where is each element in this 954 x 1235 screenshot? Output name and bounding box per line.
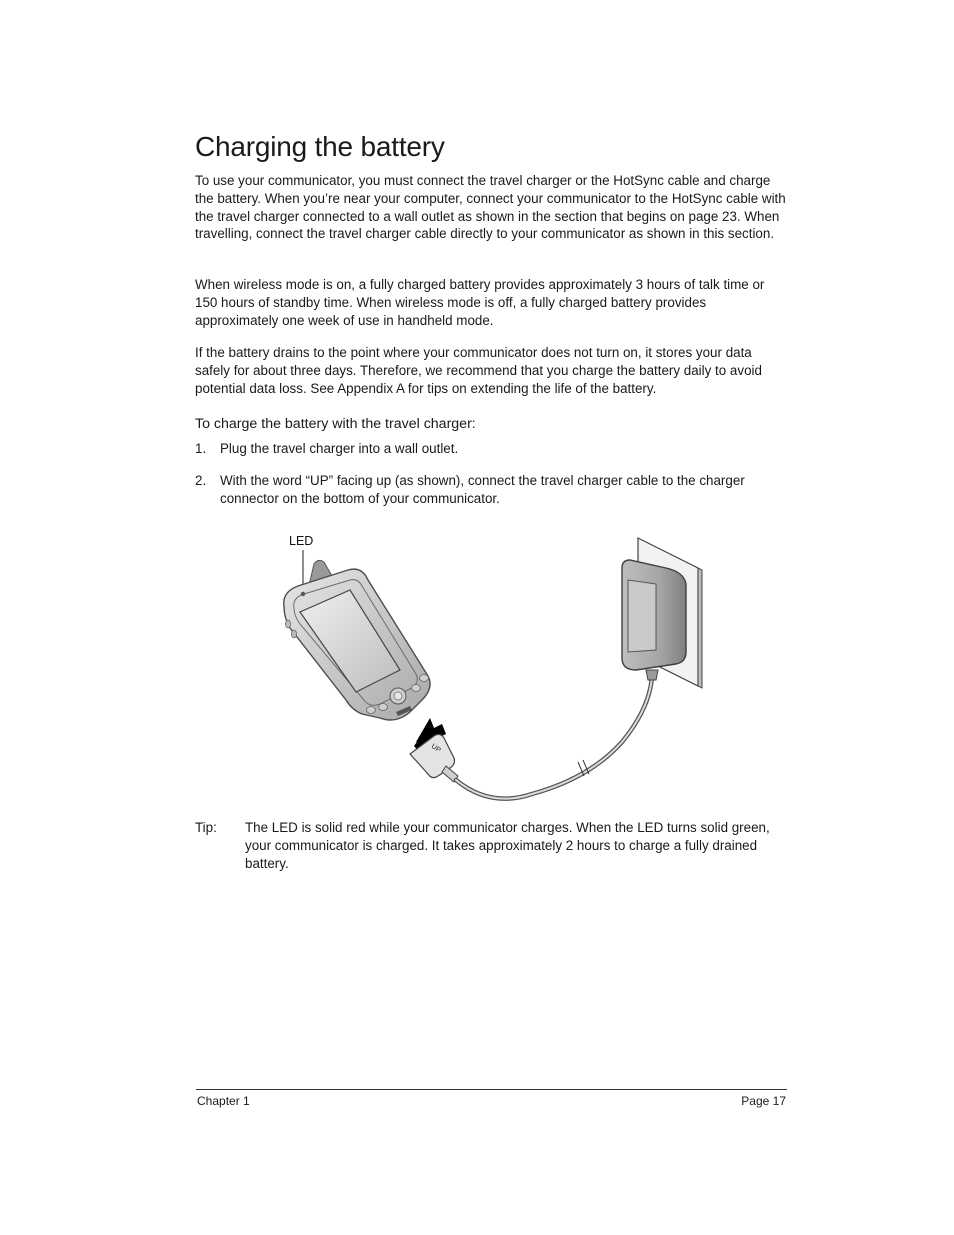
- charger-cable: [456, 676, 652, 799]
- charger-cable-boot: [646, 670, 658, 680]
- travel-charger: [622, 560, 686, 680]
- intro-paragraph: To use your communicator, you must connect the travel charger or the HotSync cable and charge the battery. When you’re near your computer, connect your communicator to the HotSync cable with the travel charger connected to a wall outlet as shown in the section that begins on page 23. When travelling, connect the travel charger cable directly to your communicator as shown in this section.: [195, 173, 786, 242]
- procedure-step: [195, 472, 787, 512]
- communicator-device: [284, 560, 430, 720]
- app-button: [367, 707, 376, 714]
- app-button: [412, 685, 421, 692]
- side-button: [292, 630, 297, 638]
- procedure-heading: To charge the battery with the travel charger:: [195, 416, 476, 432]
- led-label: LED: [289, 534, 314, 548]
- up-label: UP: [429, 743, 442, 755]
- step-text: With the word “UP” facing up (as shown), connect the travel charger cable to the charger connector on the bottom of your communicator.: [220, 473, 745, 506]
- step-number: 1.: [195, 441, 207, 456]
- footer-chapter: Chapter 1: [197, 1094, 250, 1108]
- led-indicator: [301, 592, 305, 596]
- battery-life-paragraph: When wireless mode is on, a fully charged battery provides approximately 3 hours of talk time or 150 hours of standby time. When wireless mode is off, a fully charged battery provides approximately one week of use in handheld mode.: [195, 277, 765, 328]
- page-title: Charging the battery: [195, 131, 445, 162]
- app-button: [420, 675, 429, 682]
- charging-illustration: [270, 528, 710, 808]
- side-button: [286, 620, 291, 628]
- app-button: [379, 704, 388, 711]
- wall-outlet-plate-edge: [698, 568, 702, 688]
- footer-divider: [196, 1089, 787, 1090]
- charger-cable-inner: [456, 676, 652, 799]
- nav-button-center: [394, 692, 402, 700]
- battery-drain-paragraph: If the battery drains to the point where your communicator does not turn on, it stores your data safely for about three days. Therefore, we recommend that you charge the battery daily to avoid potential data loss. See Appendix A for tips on extending the life of the battery.: [195, 345, 762, 396]
- tip-label: Tip:: [195, 820, 217, 835]
- charger-face: [628, 580, 656, 652]
- step-text: Plug the travel charger into a wall outlet.: [220, 441, 459, 456]
- footer-page-number: Page 17: [741, 1094, 786, 1108]
- procedure-step: [195, 440, 787, 460]
- tip-text: The LED is solid red while your communicator charges. When the LED turns solid green, your communicator is charged. It takes approximately 2 hours to charge a fully drained battery.: [245, 820, 770, 871]
- step-number: 2.: [195, 473, 207, 488]
